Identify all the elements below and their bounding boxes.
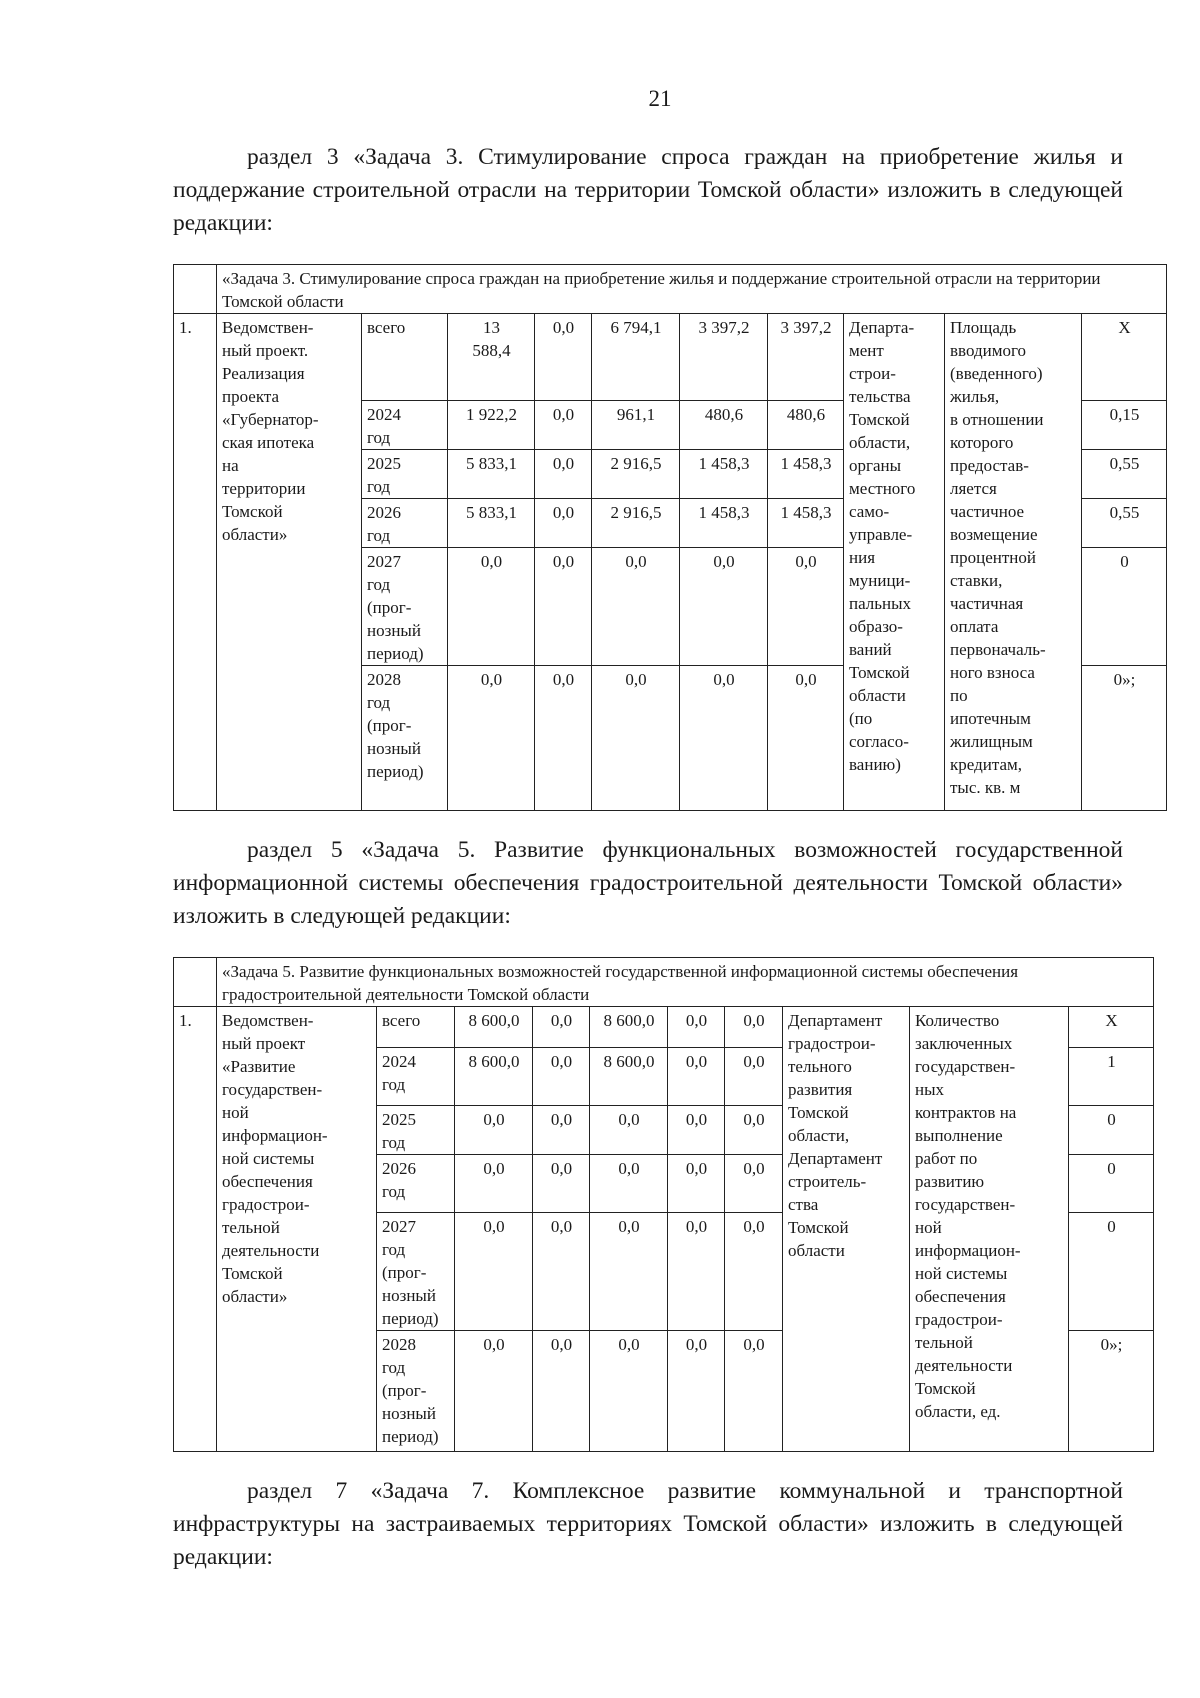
paragraph-section-3-text: раздел 3 «Задача 3. Стимулирование спроса граждан на приобретение жилья и поддержание строительной отрасли на территории Томской области» изложить в следующей редакции: [173, 144, 1123, 236]
table-3-header: «Задача 3. Стимулирование спроса граждан на приобретение жилья и поддержание строительной отрасли на территории Томской области [217, 265, 1167, 314]
table-5-fund-4: 0,0 [725, 1155, 783, 1213]
table-3-header-blank [174, 265, 217, 314]
table-3-period: 2027 год (прог- нозный период) [362, 548, 448, 666]
table-task-3 [173, 264, 1167, 811]
table-5-period: 2026 год [377, 1155, 455, 1213]
paragraph-section-3 [173, 141, 1123, 240]
table-5-total: 0,0 [455, 1106, 533, 1155]
table-3-period: 2026 год [362, 499, 448, 548]
table-5-fund-2: 0,0 [590, 1155, 668, 1213]
table-3-indicator-value: 0,55 [1082, 499, 1167, 548]
table-5-project-name: Ведомствен- ный проект «Развитие государствен- ной информацион- ной системы обеспечения градострои- тельной деятельности Томской области» [217, 1007, 377, 1452]
table-5-period: 2027 год (прог- нозный период) [377, 1213, 455, 1331]
page-number: 21 [648, 86, 672, 111]
table-3-fund-2: 0,0 [592, 548, 680, 666]
table-5-indicator-value: 0»; [1069, 1331, 1154, 1452]
table-3-fund-4: 1 458,3 [768, 450, 844, 499]
table-5-total: 0,0 [455, 1155, 533, 1213]
table-3-fund-3: 1 458,3 [680, 499, 768, 548]
table-3-total: 1 922,2 [448, 401, 535, 450]
table-5-period: 2028 год (прог- нозный период) [377, 1331, 455, 1452]
table-5-fund-4: 0,0 [725, 1106, 783, 1155]
table-3-indicator-value: 0,55 [1082, 450, 1167, 499]
table-3-total: 5 833,1 [448, 499, 535, 548]
table-3-fund-4: 0,0 [768, 666, 844, 811]
table-3-fund-2: 6 794,1 [592, 314, 680, 401]
table-3-project-name: Ведомствен- ный проект. Реализация проекта «Губернатор- ская ипотека на территории Томской области» [217, 314, 362, 811]
table-3-total: 0,0 [448, 666, 535, 811]
table-3-fund-3: 1 458,3 [680, 450, 768, 499]
table-5-fund-4: 0,0 [725, 1331, 783, 1452]
table-3-fund-1: 0,0 [535, 314, 592, 401]
table-5-executor: Департамент градострои- тельного развития Томской области, Департамент строитель- ства Томской области [783, 1007, 910, 1452]
table-3-fund-4: 1 458,3 [768, 499, 844, 548]
table-5-fund-1: 0,0 [533, 1331, 590, 1452]
table-3-total: 5 833,1 [448, 450, 535, 499]
table-5-fund-3: 0,0 [668, 1007, 725, 1048]
table-5-fund-2: 0,0 [590, 1331, 668, 1452]
table-task-5 [173, 957, 1154, 1452]
table-5-fund-1: 0,0 [533, 1155, 590, 1213]
table-5-fund-2: 8 600,0 [590, 1007, 668, 1048]
table-5-fund-2: 8 600,0 [590, 1048, 668, 1106]
table-5-total: 0,0 [455, 1213, 533, 1331]
table-3-fund-2: 0,0 [592, 666, 680, 811]
table-5-fund-1: 0,0 [533, 1106, 590, 1155]
table-5-fund-3: 0,0 [668, 1155, 725, 1213]
table-3-fund-1: 0,0 [535, 401, 592, 450]
table-3-indicator-value: 0»; [1082, 666, 1167, 811]
table-5-fund-2: 0,0 [590, 1213, 668, 1331]
table-3-total: 13 588,4 [448, 314, 535, 401]
table-5-row-number: 1. [174, 1007, 217, 1452]
table-3-total: 0,0 [448, 548, 535, 666]
table-5-fund-4: 0,0 [725, 1213, 783, 1331]
table-5-fund-1: 0,0 [533, 1213, 590, 1331]
table-3-indicator-value: Х [1082, 314, 1167, 401]
table-3-indicator-value: 0,15 [1082, 401, 1167, 450]
table-3-indicator-value: 0 [1082, 548, 1167, 666]
table-5-period: 2025 год [377, 1106, 455, 1155]
table-3-row-number: 1. [174, 314, 217, 811]
table-3-period: 2028 год (прог- нозный период) [362, 666, 448, 811]
table-3-fund-2: 961,1 [592, 401, 680, 450]
table-3-indicator: Площадь вводимого (введенного) жилья, в отношении которого предостав- ляется частичное возмещение процентной ставки, частичная оплата первоначаль- ного взноса по ипотечным жилищным кредитам, тыс. кв. м [945, 314, 1082, 811]
table-3-fund-1: 0,0 [535, 548, 592, 666]
table-5-fund-2: 0,0 [590, 1106, 668, 1155]
table-3-fund-4: 480,6 [768, 401, 844, 450]
table-3-period: 2024 год [362, 401, 448, 450]
table-3-fund-2: 2 916,5 [592, 450, 680, 499]
table-3-fund-4: 3 397,2 [768, 314, 844, 401]
table-5-total: 8 600,0 [455, 1048, 533, 1106]
table-5-header-blank [174, 958, 217, 1007]
table-5-header: «Задача 5. Развитие функциональных возможностей государственной информационной системы обеспечения градостроительной деятельности Томской области [217, 958, 1154, 1007]
table-5-indicator-value: 0 [1069, 1106, 1154, 1155]
table-3-fund-1: 0,0 [535, 666, 592, 811]
paragraph-section-7 [173, 1475, 1123, 1574]
table-3-fund-3: 480,6 [680, 401, 768, 450]
table-3-period: всего [362, 314, 448, 401]
table-5-indicator-value: 1 [1069, 1048, 1154, 1106]
table-5-fund-1: 0,0 [533, 1048, 590, 1106]
table-3-fund-2: 2 916,5 [592, 499, 680, 548]
table-5-indicator: Количество заключенных государствен- ных контрактов на выполнение работ по развитию государствен- ной информацион- ной системы обеспечения градострои- тельной деятельности Томской области, ед. [910, 1007, 1069, 1452]
table-5-period: 2024 год [377, 1048, 455, 1106]
table-5-indicator-value: 0 [1069, 1213, 1154, 1331]
table-5-fund-3: 0,0 [668, 1213, 725, 1331]
table-3-fund-1: 0,0 [535, 499, 592, 548]
table-3-fund-1: 0,0 [535, 450, 592, 499]
table-5-period: всего [377, 1007, 455, 1048]
table-3-fund-3: 0,0 [680, 666, 768, 811]
paragraph-section-5 [173, 834, 1123, 933]
table-5-total: 0,0 [455, 1331, 533, 1452]
table-5-total: 8 600,0 [455, 1007, 533, 1048]
table-5-indicator-value: 0 [1069, 1155, 1154, 1213]
table-5-fund-1: 0,0 [533, 1007, 590, 1048]
paragraph-section-5-text: раздел 5 «Задача 5. Развитие функциональных возможностей государственной информационной системы обеспечения градостроительной деятельности Томской области» изложить в следующей редакции: [173, 837, 1123, 929]
table-3-fund-4: 0,0 [768, 548, 844, 666]
table-3-fund-3: 0,0 [680, 548, 768, 666]
table-5-fund-4: 0,0 [725, 1007, 783, 1048]
table-3-fund-3: 3 397,2 [680, 314, 768, 401]
table-5-fund-3: 0,0 [668, 1331, 725, 1452]
table-5-indicator-value: Х [1069, 1007, 1154, 1048]
table-3-period: 2025 год [362, 450, 448, 499]
paragraph-section-7-text: раздел 7 «Задача 7. Комплексное развитие коммунальной и транспортной инфраструктуры на застраиваемых территориях Томской области» изложить в следующей редакции: [173, 1478, 1123, 1570]
table-5-fund-4: 0,0 [725, 1048, 783, 1106]
table-5-fund-3: 0,0 [668, 1106, 725, 1155]
table-5-fund-3: 0,0 [668, 1048, 725, 1106]
table-3-executor: Департа- мент строи- тельства Томской области, органы местного само- управле- ния муници- пальных образо- ваний Томской области (по согласо- ванию) [844, 314, 945, 811]
